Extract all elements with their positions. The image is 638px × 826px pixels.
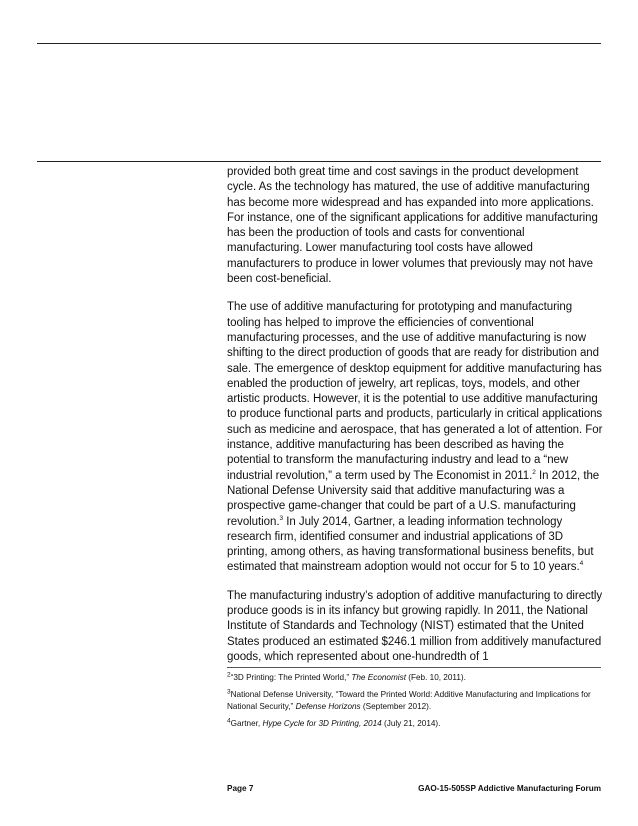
footnote-2-text-pre: “3D Printing: The Printed World,” bbox=[230, 673, 352, 682]
footnote-4-source: Hype Cycle for 3D Printing, 2014 bbox=[262, 718, 382, 728]
footnote-4-text-post: (July 21, 2014). bbox=[381, 718, 441, 728]
footnote-3 bbox=[227, 689, 603, 714]
footnote-2-text-post: (Feb. 10, 2011). bbox=[405, 673, 466, 682]
report-id: GAO-15-505SP Addictive Manufacturing Forum bbox=[418, 784, 601, 793]
footnote-rule bbox=[227, 667, 601, 668]
footnote-3-number: 3 bbox=[227, 687, 231, 695]
footnote-ref-4: 4 bbox=[579, 560, 584, 568]
footnote-3-source: Defense Horizons bbox=[295, 702, 361, 711]
paragraph-3: The manufacturing industry’s adoption of additive manufacturing to directly produce goods is in its infancy but growing rapidly. In 2011, the National Institute of Standards and Technology (NIST) estimated that the United States produced an estimated $246.1 million from additively manufactured goods, which represented about one-hundredth of 1 bbox=[227, 589, 603, 663]
footnote-ref-2: 2 bbox=[532, 468, 536, 476]
header-rule-bottom bbox=[37, 161, 601, 162]
footnote-3-text-post: (September 2012). bbox=[360, 702, 432, 711]
body-text bbox=[227, 165, 603, 678]
header-rule-top bbox=[37, 43, 601, 44]
paragraph-2-part-b: In 2012, the National Defense University said that additive manufacturing was a prospective game-changer that could be part of a U.S. manufacturing revolution. bbox=[227, 469, 600, 528]
footnotes bbox=[227, 672, 603, 734]
page-number: Page 7 bbox=[227, 784, 254, 793]
footnote-4 bbox=[227, 718, 603, 731]
paragraph-2-part-a: The use of additive manufacturing for prototyping and manufacturing tooling has helped to improve the efficiencies of conventional manufacturing processes, and the use of additive manufacturing is now shifting to the direct production of goods that are ready for distribution and sale. The emergence of desktop equipment for additive manufacturing has enabled the production of jewelry, art replicas, toys, models, and other artistic products. However, it is the potential to use additive manufacturing to produce functional parts and products, particularly in critical applications such as medicine and aerospace, that has generated a lot of attention. For instance, additive manufacturing has been described as having the potential to transform the manufacturing industry and lead to a “new industrial revolution,” a term used by The Economist in 2011. bbox=[227, 301, 603, 482]
footnote-ref-3: 3 bbox=[279, 514, 284, 522]
paragraph-2 bbox=[227, 300, 603, 575]
footnote-4-text-pre: Gartner, bbox=[230, 718, 263, 728]
footnote-2 bbox=[227, 672, 603, 685]
paragraph-1: provided both great time and cost savings in the product development cycle. As the technology has matured, the use of additive manufacturing has become more widespread and has expanded into more applications. For instance, one of the significant applications for additive manufacturing has been the production of tools and casts for conventional manufacturing. Lower manufacturing tool costs have allowed manufacturers to produce in lower volumes that previously may not have been cost-beneficial. bbox=[227, 166, 598, 286]
footnote-3-text-pre: National Defense University, “Toward the Printed World: Additive Manufacturing and Implications for National Security,” bbox=[227, 689, 591, 711]
footnote-2-number: 2 bbox=[227, 671, 231, 679]
paragraph-2-part-c: In July 2014, Gartner, a leading information technology research firm, identified consumer and industrial applications of 3D printing, among others, as having transformational business benefits, but estimated that mainstream adoption would not occur for 5 to 10 years. bbox=[227, 515, 594, 574]
footnote-2-source: The Economist bbox=[351, 673, 406, 682]
footnote-4-number: 4 bbox=[227, 716, 231, 724]
